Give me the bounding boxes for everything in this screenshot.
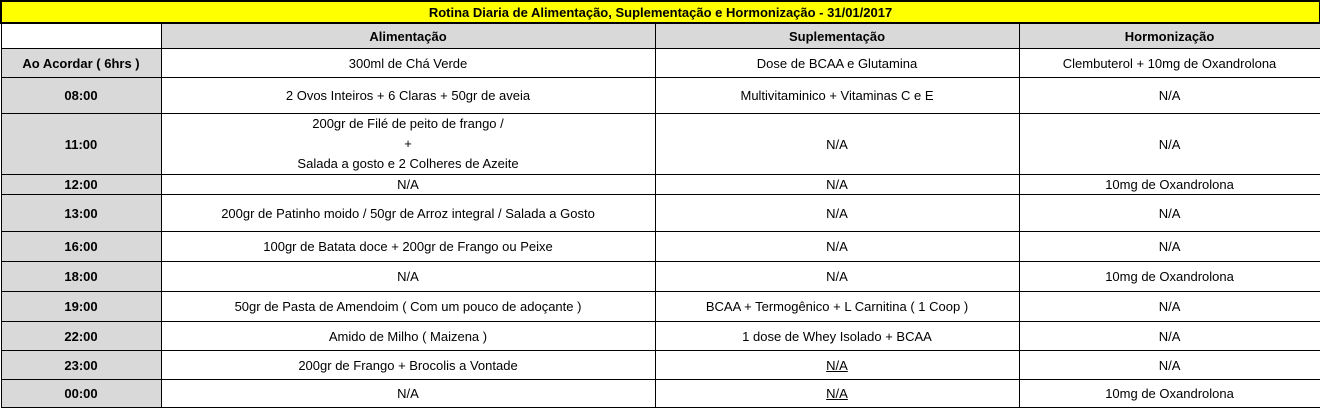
suplementacao-cell: N/A	[655, 380, 1019, 408]
hormonizacao-cell: Clembuterol + 10mg de Oxandrolona	[1019, 49, 1320, 78]
suplementacao-cell: N/A	[655, 232, 1019, 262]
hormonizacao-cell: N/A	[1019, 322, 1320, 351]
alimentacao-line: +	[404, 136, 412, 151]
alimentacao-cell	[161, 114, 655, 175]
table-title: Rotina Diaria de Alimentação, Suplementação e Hormonização - 31/01/2017	[1, 1, 1320, 23]
time-cell: 13:00	[1, 195, 161, 232]
header-suplementacao: Suplementação	[655, 23, 1019, 49]
suplementacao-cell: N/A	[655, 262, 1019, 292]
title-row	[1, 1, 1320, 23]
time-cell: 16:00	[1, 232, 161, 262]
header-hormonizacao: Hormonização	[1019, 23, 1320, 49]
alimentacao-cell: 300ml de Chá Verde	[161, 49, 655, 78]
suplementacao-cell: BCAA + Termogênico + L Carnitina ( 1 Coop )	[655, 292, 1019, 322]
hormonizacao-cell: N/A	[1019, 232, 1320, 262]
suplementacao-cell: N/A	[655, 351, 1019, 380]
table-row	[1, 292, 1320, 322]
alimentacao-cell: N/A	[161, 262, 655, 292]
hormonizacao-cell: N/A	[1019, 351, 1320, 380]
time-cell: Ao Acordar ( 6hrs )	[1, 49, 161, 78]
time-cell: 11:00	[1, 114, 161, 175]
table-row	[1, 114, 1320, 175]
header-corner	[1, 23, 161, 49]
table-row	[1, 322, 1320, 351]
hormonizacao-cell: N/A	[1019, 78, 1320, 114]
table-row	[1, 380, 1320, 408]
time-cell: 08:00	[1, 78, 161, 114]
alimentacao-cell: N/A	[161, 380, 655, 408]
hormonizacao-cell: 10mg de Oxandrolona	[1019, 262, 1320, 292]
table-row	[1, 351, 1320, 380]
suplementacao-cell: Dose de BCAA e Glutamina	[655, 49, 1019, 78]
alimentacao-cell: 50gr de Pasta de Amendoim ( Com um pouco de adoçante )	[161, 292, 655, 322]
alimentacao-cell: 200gr de Patinho moido / 50gr de Arroz integral / Salada a Gosto	[161, 195, 655, 232]
suplementacao-cell: Multivitaminico + Vitaminas C e E	[655, 78, 1019, 114]
alimentacao-line: Salada a gosto e 2 Colheres de Azeite	[297, 156, 519, 171]
alimentacao-cell: N/A	[161, 175, 655, 195]
table-row	[1, 175, 1320, 195]
table-row	[1, 195, 1320, 232]
suplementacao-cell: N/A	[655, 175, 1019, 195]
alimentacao-cell: 100gr de Batata doce + 200gr de Frango ou Peixe	[161, 232, 655, 262]
suplementacao-cell: 1 dose de Whey Isolado + BCAA	[655, 322, 1019, 351]
hormonizacao-cell: N/A	[1019, 292, 1320, 322]
hormonizacao-cell: N/A	[1019, 114, 1320, 175]
table-row	[1, 262, 1320, 292]
table-row	[1, 78, 1320, 114]
hormonizacao-cell: 10mg de Oxandrolona	[1019, 380, 1320, 408]
time-cell: 18:00	[1, 262, 161, 292]
alimentacao-cell: 2 Ovos Inteiros + 6 Claras + 50gr de aveia	[161, 78, 655, 114]
header-alimentacao: Alimentação	[161, 23, 655, 49]
alimentacao-line: 200gr de Filé de peito de frango /	[312, 116, 504, 131]
suplementacao-cell: N/A	[655, 114, 1019, 175]
time-cell: 23:00	[1, 351, 161, 380]
alimentacao-cell: 200gr de Frango + Brocolis a Vontade	[161, 351, 655, 380]
hormonizacao-cell: 10mg de Oxandrolona	[1019, 175, 1320, 195]
time-cell: 00:00	[1, 380, 161, 408]
alimentacao-cell: Amido de Milho ( Maizena )	[161, 322, 655, 351]
time-cell: 12:00	[1, 175, 161, 195]
suplementacao-cell: N/A	[655, 195, 1019, 232]
hormonizacao-cell: N/A	[1019, 195, 1320, 232]
table-row	[1, 232, 1320, 262]
time-cell: 19:00	[1, 292, 161, 322]
time-cell: 22:00	[1, 322, 161, 351]
header-row	[1, 23, 1320, 49]
table-row	[1, 49, 1320, 78]
